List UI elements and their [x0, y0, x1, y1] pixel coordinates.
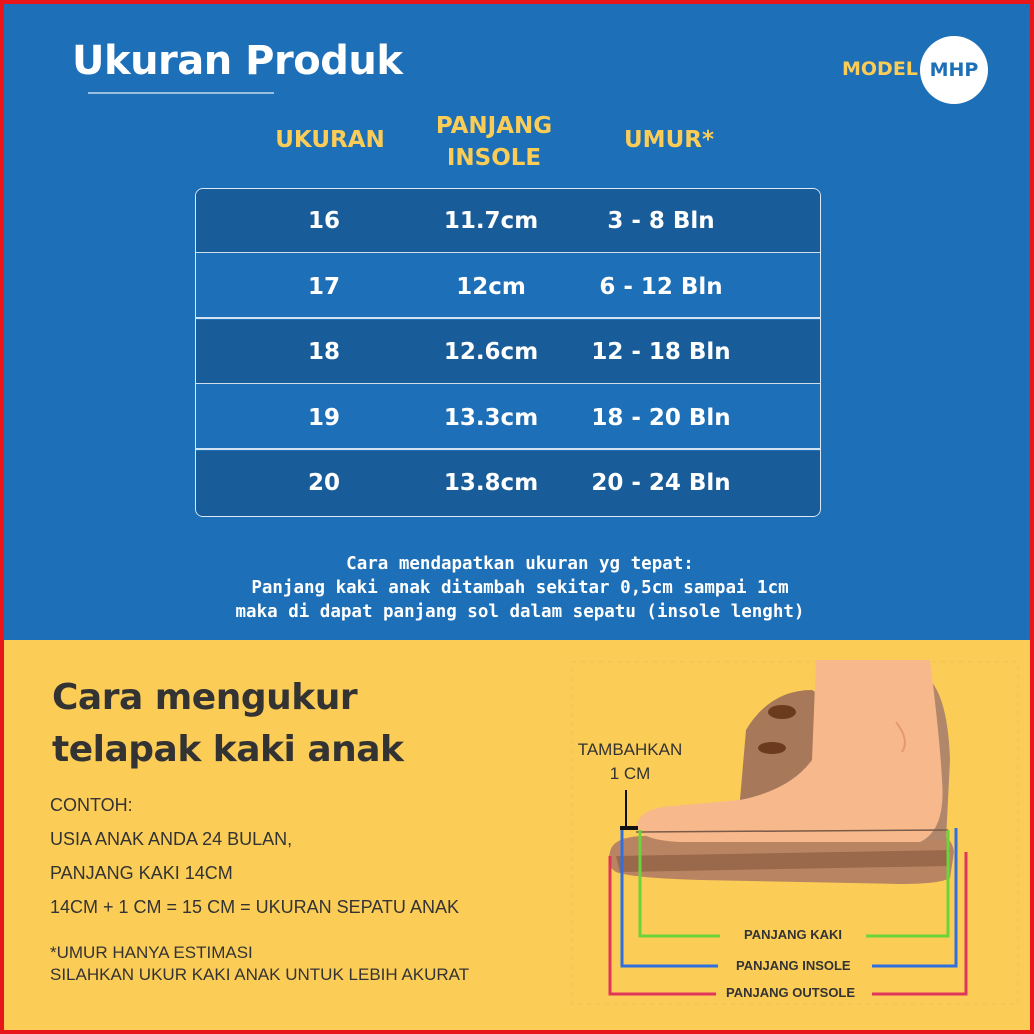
- sizing-tip-line: Panjang kaki anak ditambah sekitar 0,5cm sampai 1cm: [251, 578, 789, 598]
- row-divider: [196, 317, 820, 319]
- add-label-line: TAMBAHKAN: [577, 740, 683, 759]
- size-cell: 16: [307, 208, 340, 234]
- column-header-insole: [414, 110, 574, 174]
- page-title: Ukuran Produk: [72, 38, 403, 84]
- add-1cm-label: [562, 738, 698, 786]
- age-cell: 20 - 24 Bln: [591, 470, 731, 496]
- size-table: [195, 188, 821, 517]
- guide-title-line: telapak kaki anak: [52, 729, 404, 770]
- insole-cell: 11.7cm: [443, 208, 539, 234]
- disclaimer-line: SILAHKAN UKUR KAKI ANAK UNTUK LEBIH AKURAT: [50, 965, 470, 984]
- column-header-insole-word: INSOLE: [446, 145, 542, 171]
- add-marker-bar: [620, 826, 638, 830]
- example-line: 14CM + 1 CM = 15 CM = UKURAN SEPATU ANAK: [50, 897, 459, 917]
- column-header-size: UKURAN: [275, 127, 385, 153]
- model-badge: [920, 36, 988, 104]
- sizing-tip-line: maka di dapat panjang sol dalam sepatu (insole lenght): [235, 602, 805, 622]
- table-row: [196, 255, 820, 319]
- column-header-age: UMUR*: [624, 127, 714, 153]
- disclaimer: [50, 942, 469, 986]
- model-label: MODEL: [842, 58, 918, 80]
- add-label-line: 1 CM: [609, 764, 651, 783]
- row-divider: [196, 383, 820, 385]
- size-cell: 18: [307, 339, 340, 365]
- age-cell: 3 - 8 Bln: [607, 208, 715, 234]
- insole-cell: 12cm: [456, 273, 526, 300]
- disclaimer-line: *UMUR HANYA ESTIMASI: [50, 943, 253, 962]
- guide-title: [52, 672, 404, 776]
- sizing-tip: [160, 552, 880, 624]
- age-cell: 18 - 20 Bln: [591, 404, 731, 431]
- buckle-top: [768, 705, 796, 719]
- row-divider: [196, 252, 820, 254]
- table-row: [196, 386, 820, 450]
- table-row: [196, 320, 820, 384]
- model-code: MHP: [929, 59, 979, 81]
- insole-cell: 12.6cm: [443, 339, 539, 365]
- insole-cell: 13.3cm: [443, 404, 539, 431]
- example-label: CONTOH:: [50, 795, 133, 815]
- example-line: USIA ANAK ANDA 24 BULAN,: [50, 829, 293, 849]
- example-block: [50, 788, 459, 924]
- insole-cell: 13.8cm: [443, 470, 539, 496]
- example-line: PANJANG KAKI 14CM: [50, 863, 233, 883]
- column-header-insole-word: PANJANG: [435, 113, 553, 139]
- table-row: [196, 451, 820, 517]
- size-cell: 19: [307, 404, 340, 431]
- insole-length-label: PANJANG INSOLE: [732, 958, 855, 973]
- row-divider: [196, 448, 820, 450]
- age-cell: 6 - 12 Bln: [599, 273, 723, 300]
- outsole-length-label: PANJANG OUTSOLE: [722, 985, 859, 1000]
- buckle-bottom: [758, 742, 786, 754]
- column-header-insole-text: [414, 110, 574, 174]
- size-cell: 17: [307, 273, 340, 300]
- title-underline: [88, 92, 274, 94]
- table-row: [196, 189, 820, 253]
- foot-length-label: PANJANG KAKI: [740, 927, 846, 942]
- age-cell: 12 - 18 Bln: [591, 339, 731, 365]
- sizing-tip-line: Cara mendapatkan ukuran yg tepat:: [346, 554, 694, 574]
- size-cell: 20: [307, 470, 340, 496]
- guide-title-line: Cara mengukur: [52, 677, 358, 718]
